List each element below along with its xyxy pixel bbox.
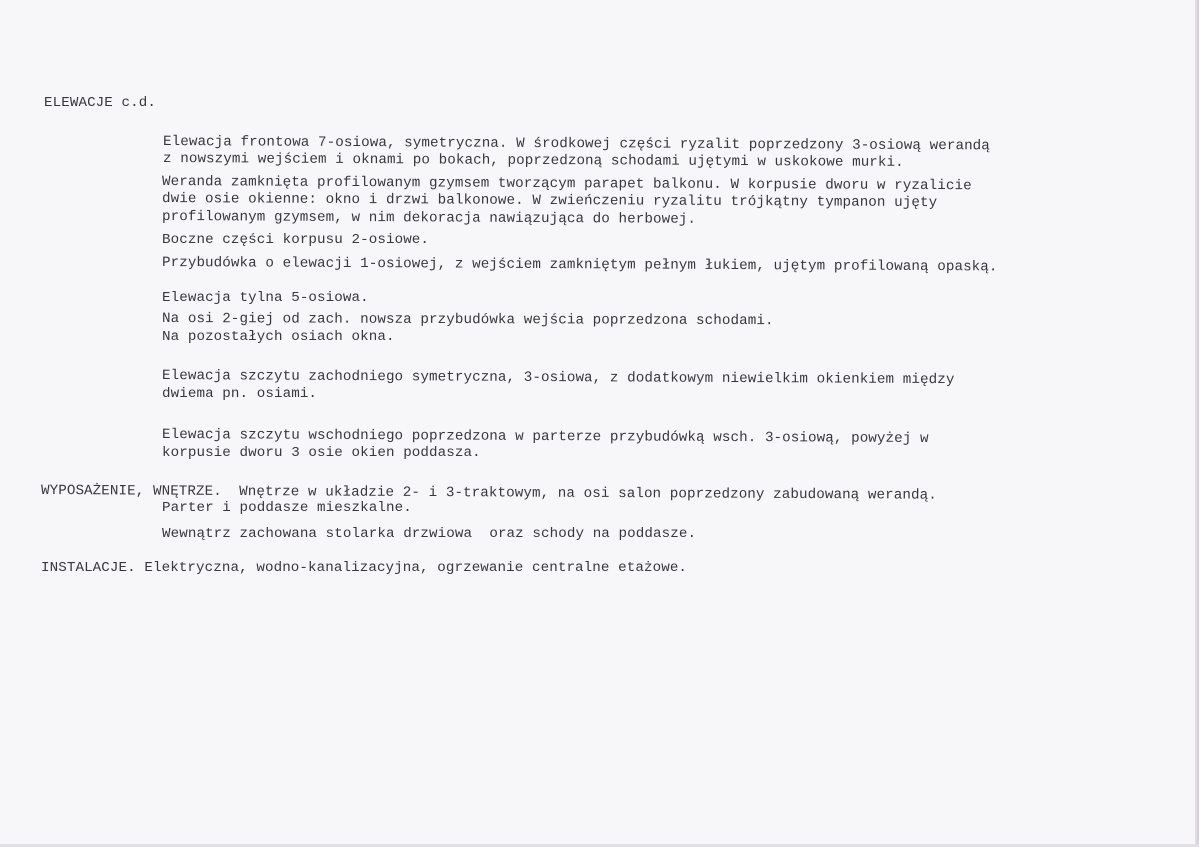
- section-heading-wyposazenie: WYPOSAŻENIE, WNĘTRZE. Wnętrze w układzie 2- i 3-traktowym, na osi salon poprzedzony zabudowaną werandą.: [40, 483, 937, 504]
- text-line: profilowanym gzymsem, w nim dekoracja nawiązująca do herbowej.: [161, 209, 697, 228]
- text-line: Elewacja szczytu zachodniego symetryczna, 3-osiowa, z dodatkowym niewielkim okienkiem między: [161, 368, 955, 389]
- section-heading-instalacje: INSTALACJE. Elektryczna, wodno-kanalizacyjna, ogrzewanie centralne etażowe.: [41, 560, 688, 576]
- text-line: Elewacja szczytu wschodniego poprzedzona w parterze przybudówką wsch. 3-osiową, powyżej w: [161, 427, 929, 448]
- text-line: Elewacja frontowa 7-osiowa, symetryczna. W środkowej części ryzalit poprzedzony 3-osiową werandą: [162, 134, 990, 155]
- text-line: Boczne części korpusu 2-osiowe.: [162, 232, 430, 248]
- text-line: z nowszymi wejściem i oknami po bokach, poprzedzoną schodami ujętymi w uskokowe murki.: [162, 151, 904, 171]
- text-line: Elewacja tylna 5-osiowa.: [162, 290, 369, 306]
- text-line: Na osi 2-giej od zach. nowsza przybudówka wejścia poprzedzona schodami.: [161, 311, 774, 330]
- text-line: dwiema pn. osiami.: [162, 386, 318, 402]
- text-line: Wewnątrz zachowana stolarka drzwiowa oraz schody na poddasze.: [162, 526, 697, 542]
- text-line: Przybudówka o elewacji 1-osiowej, z wejściem zamkniętym pełnym łukiem, ujętym profilowaną opaską.: [161, 255, 998, 276]
- section-heading-elewacje: ELEWACJE c.d.: [44, 95, 156, 111]
- text-line: Parter i poddasze mieszkalne.: [162, 500, 412, 516]
- text-line: korpusie dworu 3 osie okien poddasza.: [162, 445, 481, 461]
- text-line: Na pozostałych osiach okna.: [162, 329, 395, 345]
- text-line: dwie osie okienne: okno i drzwi balkonowe. W zwieńczeniu ryzalitu trójkątny tympanon ujęty: [161, 191, 938, 212]
- page-edge-shadow: [1195, 0, 1199, 847]
- text-line: Weranda zamknięta profilowanym gzymsem tworzącym parapet balkonu. W korpusie dworu w ryzalicie: [161, 174, 972, 195]
